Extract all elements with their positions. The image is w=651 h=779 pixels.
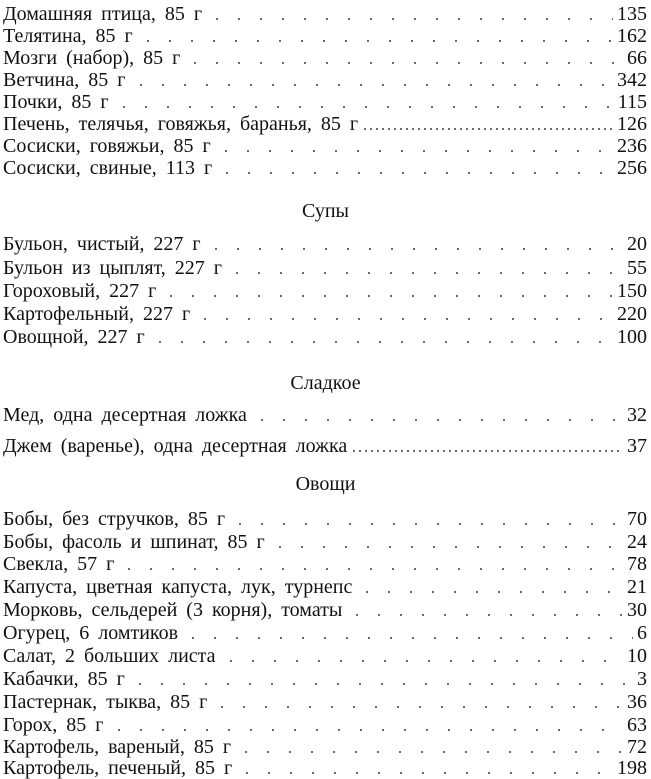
dot-leader [205,248,623,250]
list-item [3,667,647,690]
dot-leader [346,614,623,616]
item-name: Бобы, без стручков, 85 г [3,508,226,530]
list-item [3,756,647,779]
item-value: 72 [627,736,647,758]
item-value: 24 [627,531,647,553]
dot-leader [211,706,623,708]
item-name: Мед, одна десертная ложка [3,404,247,426]
list-item [3,621,647,644]
dot-leader [229,523,623,525]
item-name: Огурец, 6 ломтиков [3,622,179,644]
dot-leader [235,751,623,753]
dot-leader [137,40,613,42]
list-item [3,434,647,457]
item-value: 3 [637,668,647,690]
list-item [3,598,647,621]
dot-leader [362,128,613,130]
item-name: Бульон из цыплят, 227 г [3,257,222,279]
item-value: 37 [627,435,647,457]
item-name: Гороховый, 227 г [3,280,157,302]
item-name: Горох, 85 г [3,714,104,736]
list-item [3,735,647,758]
dot-leader [160,295,613,297]
dot-leader [108,729,623,731]
list-item [3,24,647,47]
dot-leader [149,341,613,343]
list-item [3,644,647,667]
dot-leader [351,450,623,452]
list-item [3,690,647,713]
list-item [3,552,647,575]
item-name: Капуста, цветная капуста, лук, турнепс [3,576,353,598]
item-value: 236 [617,135,647,157]
list-item [3,403,647,426]
list-item [3,68,647,91]
item-value: 10 [627,645,647,667]
section-heading-sweets: Сладкое [290,372,361,394]
item-name: Домашняя птица, 85 г [3,3,203,25]
item-name: Ветчина, 85 г [3,69,126,91]
dot-leader [194,318,613,320]
item-value: 55 [627,257,647,279]
item-name: Кабачки, 85 г [3,668,125,690]
list-item [3,46,647,69]
item-value: 21 [627,576,647,598]
item-value: 115 [617,91,647,113]
item-value: 126 [617,113,647,135]
item-name: Картофельный, 227 г [3,303,191,325]
list-item [3,90,647,113]
section-heading-vegetables: Овощи [295,473,356,495]
list-item [3,256,647,279]
item-name: Джем (варенье), одна десертная ложка [3,435,348,457]
item-value: 220 [617,303,647,325]
dot-leader [251,419,623,421]
item-value: 32 [627,404,647,426]
dot-leader [220,660,623,662]
item-value: 30 [627,599,647,621]
item-name: Бобы, фасоль и шпинат, 85 г [3,531,265,553]
item-value: 256 [617,157,647,179]
item-name: Морковь, сельдерей (3 корня), томаты [3,599,343,621]
dot-leader [184,62,623,64]
item-value: 66 [627,47,647,69]
item-value: 20 [627,233,647,255]
item-name: Сосиски, говяжьи, 85 г [3,135,211,157]
item-name: Телятина, 85 г [3,25,133,47]
list-item [3,156,647,179]
item-name: Почки, 85 г [3,91,109,113]
list-item [3,507,647,530]
list-item [3,325,647,348]
list-item [3,112,647,135]
item-value: 150 [617,280,647,302]
item-name: Печень, телячья, говяжья, баранья, 85 г [3,113,359,135]
item-name: Картофель, вареный, 85 г [3,736,232,758]
item-value: 162 [617,25,647,47]
list-item [3,232,647,255]
dot-leader [113,106,614,108]
item-value: 135 [617,3,647,25]
list-item [3,575,647,598]
dot-leader [130,84,613,86]
dot-leader [356,591,623,593]
item-name: Бульон, чистый, 227 г [3,233,201,255]
list-item [3,279,647,302]
dot-leader [182,637,633,639]
item-name: Картофель, печеный, 85 г [3,757,233,779]
item-value: 36 [627,691,647,713]
list-item [3,713,647,736]
item-name: Сосиски, свиные, 113 г [3,157,213,179]
dot-leader [226,272,623,274]
dot-leader [215,150,613,152]
list-item [3,2,647,25]
item-name: Овощной, 227 г [3,326,145,348]
item-name: Пастернак, тыква, 85 г [3,691,208,713]
item-value: 100 [617,326,647,348]
dot-leader [118,568,623,570]
list-item [3,530,647,553]
item-value: 63 [627,714,647,736]
dot-leader [129,683,633,685]
item-name: Мозги (набор), 85 г [3,47,181,69]
list-item [3,134,647,157]
item-name: Салат, 2 больших листа [3,645,216,667]
item-value: 78 [627,553,647,575]
section-heading-soups: Супы [302,200,349,222]
list-item [3,302,647,325]
item-value: 342 [617,69,647,91]
dot-leader [206,18,613,20]
dot-leader [216,172,613,174]
dot-leader [236,772,613,774]
item-value: 70 [627,508,647,530]
dot-leader [269,546,623,548]
item-value: 6 [637,622,647,644]
item-name: Свекла, 57 г [3,553,115,575]
item-value: 198 [617,757,647,779]
